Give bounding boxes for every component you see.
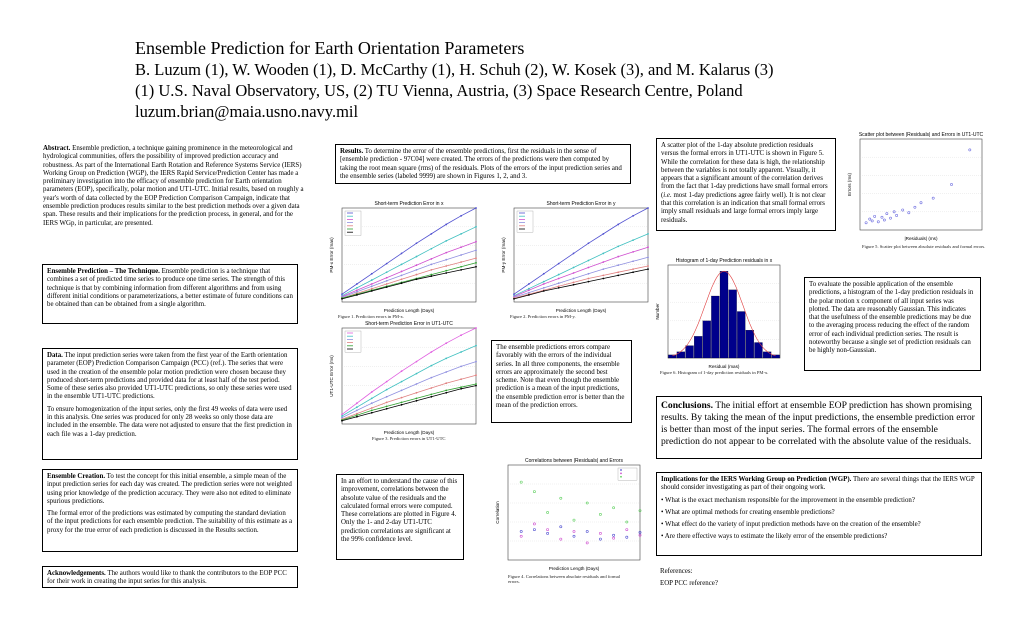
- data-point: [573, 278, 575, 280]
- figure-6-chart: [654, 256, 784, 370]
- implications-question-4: • Are there effective ways to estimate the likely error of the ensemble predictions?: [661, 533, 888, 541]
- data-point: [341, 417, 343, 419]
- figure-3: [328, 320, 480, 436]
- data-point: [543, 283, 545, 285]
- data-point: [528, 288, 530, 290]
- data-point: [401, 390, 403, 392]
- data-point: [416, 264, 418, 266]
- data-point: [460, 386, 462, 388]
- x-axis-label: Prediction Length (Days): [548, 566, 600, 571]
- abstract-section: [43, 145, 305, 228]
- histogram-text-box: [804, 277, 981, 371]
- data-point: [460, 246, 462, 248]
- figure-6-caption: Figure 6. Histogram of 1-day prediction residuals in PM-x.: [660, 370, 769, 375]
- data-point: [445, 224, 447, 226]
- histogram-bar: [754, 343, 762, 359]
- histogram-bar: [711, 296, 719, 358]
- data-point: [356, 410, 358, 412]
- chart-title: Scatter plot between |Residuals| and Errors in UT1-UTC: [858, 132, 984, 138]
- data-point: [588, 281, 590, 283]
- poster-header: [135, 38, 995, 122]
- data-point: [588, 273, 590, 275]
- x-axis-label: Residual (mas): [708, 364, 740, 369]
- y-axis-label: Number: [655, 303, 660, 320]
- data-point: [430, 258, 432, 260]
- scatter-text-box: [656, 138, 836, 231]
- data-point: [430, 387, 432, 389]
- data-point: [558, 282, 560, 284]
- data-point: [416, 242, 418, 244]
- data-point: [430, 274, 432, 276]
- x-axis-label: |Residuals| (ms): [904, 236, 938, 241]
- data-point: [460, 233, 462, 235]
- data-point: [386, 283, 388, 285]
- data-point: [543, 287, 545, 289]
- data-point: [371, 398, 373, 400]
- data-point: [460, 334, 462, 336]
- figure-1-chart: [328, 200, 480, 314]
- data-point: [475, 262, 477, 264]
- figure-2-chart: [500, 200, 652, 314]
- data-point: [430, 248, 432, 250]
- legend-swatch: [620, 469, 622, 471]
- data-point: [416, 256, 418, 258]
- implications-question-2: • What are optimal methods for creating ensemble predictions?: [661, 508, 835, 516]
- data-point: [475, 257, 477, 259]
- figure-4-caption: Figure 4. Correlations between absolute residuals and formal errors.: [508, 574, 621, 585]
- data-point: [371, 410, 373, 412]
- data-point: [647, 207, 649, 209]
- data-point: [371, 283, 373, 285]
- histogram-bar: [746, 330, 754, 358]
- creation-box: [42, 469, 298, 552]
- data-point: [460, 266, 462, 268]
- affiliations: (1) U.S. Naval Observatory, US, (2) TU Vienna, Austria, (3) Space Research Centre, Poland: [135, 81, 743, 100]
- data-point: [356, 406, 358, 408]
- data-point: [430, 264, 432, 266]
- data-point: [573, 267, 575, 269]
- data-point: [602, 274, 604, 276]
- data-point: [617, 264, 619, 266]
- data-point: [371, 288, 373, 290]
- data-point: [401, 264, 403, 266]
- data-point: [528, 294, 530, 296]
- data-point: [475, 327, 477, 329]
- data-point: [430, 365, 432, 367]
- data-point: [341, 414, 343, 416]
- data-point: [341, 420, 343, 422]
- data-point: [647, 233, 649, 235]
- creation-text-2: The formal error of the predictions was estimated by computing the standard deviation of the input predictions for each ensemble prediction. The suitability of this estimate as a proxy for the true error of each prediction is discussed in the Results section.: [47, 510, 292, 534]
- histogram-bar: [737, 312, 745, 359]
- data-point: [617, 271, 619, 273]
- figure-1-caption: Figure 1. Prediction errors in PM-x.: [338, 314, 404, 319]
- data-point: [528, 289, 530, 291]
- data-point: [460, 254, 462, 256]
- data-point: [386, 263, 388, 265]
- data-point: [356, 402, 358, 404]
- data-point: [475, 266, 477, 268]
- conclusions-box: [656, 396, 982, 459]
- data-point: [401, 397, 403, 399]
- implications-intro: There are several things that the IERS WGP should consider investigating as part of their ongoing work.: [661, 476, 975, 492]
- histogram-bar: [703, 321, 711, 358]
- technique-heading: Ensemble Prediction – The Technique.: [47, 268, 160, 275]
- data-point: [416, 361, 418, 363]
- x-axis-label: Prediction Length (Days): [383, 308, 435, 313]
- data-point: [632, 271, 634, 273]
- data-point: [617, 256, 619, 258]
- figure-4-chart: [494, 456, 644, 572]
- data-point: [371, 285, 373, 287]
- y-axis-label: Correlation: [495, 501, 500, 524]
- figure-3-chart: [328, 320, 480, 436]
- data-point: [445, 240, 447, 242]
- histogram-bar: [729, 290, 737, 358]
- x-axis-label: Prediction Length (Days): [383, 430, 435, 435]
- figure-3-caption: Figure 3. Prediction errors in UT1-UTC: [372, 436, 446, 441]
- data-point: [558, 287, 560, 289]
- histogram-bar: [772, 355, 780, 358]
- data-point: [416, 278, 418, 280]
- reference-item: EOP PCC reference?: [660, 580, 718, 588]
- data-point: [632, 215, 634, 217]
- data-point: [371, 273, 373, 275]
- correlation-box: [336, 474, 464, 560]
- implications-heading: Implications for the IERS Working Group on Prediction (WGP).: [661, 476, 852, 483]
- data-point: [647, 246, 649, 248]
- data-point: [430, 269, 432, 271]
- figure-5-chart: [846, 130, 986, 242]
- x-axis-label: Prediction Length (Days): [555, 308, 607, 313]
- data-box: [42, 348, 298, 460]
- author-list: B. Luzum (1), W. Wooden (1), D. McCarthy (1), H. Schuh (2), W. Kosek (3), and M. Kalarus (3): [135, 60, 774, 79]
- data-point: [416, 373, 418, 375]
- results-box: [335, 144, 631, 184]
- data-point: [445, 272, 447, 274]
- data-point: [356, 287, 358, 289]
- chart-title: Histogram of 1-day Prediction residuals in x: [675, 258, 773, 264]
- implications-question-3: • What effect do the variety of input prediction methods have on the creation of the ensemble?: [661, 521, 921, 529]
- data-point: [386, 402, 388, 404]
- data-point: [460, 366, 462, 368]
- references-label: References:: [660, 568, 693, 575]
- technique-text: Ensemble prediction is a technique that combines a set of predicted time series to produce one time series. The strength of this technique is that by combining information from different algorithms and from using different initial conditions or parameterizations, a better estimate of future conditions can be obtained than can be obtained from a single algorithm.: [47, 268, 293, 309]
- data-point: [356, 416, 358, 418]
- data-point: [475, 385, 477, 387]
- implications-question-1: • What is the exact mechanism responsible for the improvement in the ensemble prediction?: [661, 496, 915, 504]
- histogram-bar: [720, 271, 728, 358]
- data-point: [356, 294, 358, 296]
- data-text-1: The input prediction series were taken from the first year of the Earth orientation parameter (EOP) Prediction Comparison Campaign (PCC) (ref.). The series that were used in the creation of the ensemble polar motion prediction were chosen because they produced short-term predictions and provided data for at least half of the test period. Some of these series also provided UT1-UTC predictions, so only these series were used in the ensemble UT1-UTC predictions.: [47, 352, 292, 401]
- data-point: [602, 278, 604, 280]
- data-point: [386, 277, 388, 279]
- data-heading: Data.: [47, 352, 63, 359]
- data-point: [558, 263, 560, 265]
- data-point: [475, 241, 477, 243]
- data-point: [602, 233, 604, 235]
- data-point: [647, 268, 649, 270]
- plot-area: [342, 328, 476, 424]
- histogram-bar: [686, 346, 694, 358]
- chart-title: Correlations between |Residuals| and Errors: [525, 458, 623, 464]
- figure-5-caption: Figure 5. Scatter plot between absolute residuals and formal errors.: [862, 244, 986, 249]
- data-point: [632, 251, 634, 253]
- data-point: [401, 278, 403, 280]
- data-point: [573, 272, 575, 274]
- data-point: [401, 404, 403, 406]
- scatter-text-ie: i.e.: [663, 191, 672, 199]
- data-point: [647, 265, 649, 267]
- data-point: [445, 358, 447, 360]
- conclusions-heading: Conclusions.: [661, 400, 713, 411]
- histogram-bar: [677, 352, 685, 358]
- data-point: [416, 383, 418, 385]
- data-text-2: To ensure homogenization of the input series, only the first 49 weeks of data were used in this analysis. One series was produced for only 28 weeks so only those data are included in the ensemble. The data were not adjusted to ensure that the first prediction in each file was a 1-day prediction.: [47, 405, 292, 438]
- data-point: [386, 396, 388, 398]
- correlation-text: In an effort to understand the cause of this improvement, correlations between the absolute value of the residuals and the calculated formal errors were computed. These correlations are plotted in Figure 4. Only the 1- and 2-day UT1-UTC prediction correlations are significant at the 99% confidence level.: [341, 478, 458, 544]
- data-point: [416, 274, 418, 276]
- data-point: [475, 361, 477, 363]
- acknowledgements-box: [42, 566, 298, 588]
- legend-swatch: [620, 476, 622, 478]
- legend-box: [345, 211, 361, 235]
- data-point: [371, 290, 373, 292]
- y-axis-label: UT1-UTC Error (ms): [329, 355, 334, 397]
- creation-text-1: To test the concept for this initial ensemble, a simple mean of the input prediction series for each day was created. The prediction series were not weighted using prior knowledge of the prediction accuracy. They were also not edited to eliminate spurious predictions.: [47, 473, 292, 505]
- y-axis-label: PM-y Error (mas): [501, 237, 506, 273]
- y-axis-label: PM-x Error (mas): [329, 237, 334, 273]
- data-point: [445, 342, 447, 344]
- data-point: [341, 293, 343, 295]
- results-text: To determine the error of the ensemble predictions, first the residuals in the sense of [ensemble prediction - 97C04] were created. The errors of the predictions were then computed by taking the root mean square (rms) of the residuals. Plots of the errors of the input prediction series and the ensemble series (labeled 9999) are shown in Figures 1, 2, and 3.: [340, 148, 622, 180]
- data-point: [401, 274, 403, 276]
- histogram-text: To evaluate the possible application of the ensemble predictions, a histogram of the 1-day prediction residuals in the polar motion x component of all input series was plotted. The data are reasonably Gaussian. This indicates that the usefulness of the ensemble predictions may be due to the averaging process reducing the effect of the random error of each individual prediction series. The result is noteworthy because a single set of prediction residuals can be highly non-Gaussian.: [809, 281, 974, 355]
- data-point: [356, 291, 358, 293]
- ack-text: The authors would like to thank the contributors to the EOP PCC for their work in creating the input series for this analysis.: [47, 570, 287, 586]
- chart-title: Short-term Prediction Error in UT1-UTC: [365, 321, 453, 327]
- contact-email: luzum.brian@maia.usno.navy.mil: [135, 102, 359, 121]
- data-point: [445, 252, 447, 254]
- references-section: [660, 568, 718, 589]
- data-point: [386, 381, 388, 383]
- data-point: [647, 256, 649, 258]
- data-point: [528, 292, 530, 294]
- data-point: [445, 382, 447, 384]
- data-point: [460, 378, 462, 380]
- data-point: [573, 253, 575, 255]
- data-point: [401, 253, 403, 255]
- data-point: [416, 269, 418, 271]
- data-point: [386, 406, 388, 408]
- data-point: [416, 392, 418, 394]
- data-point: [371, 279, 373, 281]
- scatter-text-a: A scatter plot of the 1-day absolute prediction residuals versus the formal errors in UT1-UTC is shown in Figure 5. While the correlation for these data is high, the relationship between the variables is not totally apparent. Visually, it appears that a significant amount of the correlation derives from the fact that 1-day predictions have small formal errors (: [661, 142, 828, 199]
- data-point: [632, 239, 634, 241]
- data-point: [632, 260, 634, 262]
- poster-title: Ensemble Prediction for Earth Orientation Parameters: [135, 38, 525, 58]
- data-point: [401, 282, 403, 284]
- data-point: [371, 391, 373, 393]
- data-point: [386, 280, 388, 282]
- data-point: [475, 383, 477, 385]
- data-point: [513, 293, 515, 295]
- legend-swatch: [620, 473, 622, 475]
- data-point: [401, 271, 403, 273]
- scatter-text-b: most 1-day predictions agree fairly well). It is not clear that this correlation is an indication that small formal errors imply small residuals and large formal errors imply large residuals.: [661, 191, 826, 224]
- data-point: [602, 268, 604, 270]
- y-axis-label: Errors (ms): [847, 173, 852, 196]
- creation-heading: Ensemble Creation.: [47, 473, 106, 480]
- data-point: [401, 370, 403, 372]
- data-point: [588, 278, 590, 280]
- data-point: [632, 268, 634, 270]
- data-point: [341, 298, 343, 300]
- data-point: [602, 261, 604, 263]
- data-point: [475, 345, 477, 347]
- histogram-bar: [763, 352, 771, 358]
- data-point: [371, 407, 373, 409]
- data-point: [460, 269, 462, 271]
- data-point: [445, 259, 447, 261]
- abstract-heading: Abstract.: [43, 145, 71, 152]
- comparison-box: [491, 340, 632, 423]
- chart-title: Short-term Prediction Error in y: [546, 201, 616, 207]
- data-point: [386, 271, 388, 273]
- figure-4: [494, 456, 644, 572]
- data-point: [386, 286, 388, 288]
- data-point: [371, 402, 373, 404]
- figure-5: [846, 130, 986, 242]
- data-point: [416, 398, 418, 400]
- data-point: [430, 377, 432, 379]
- histogram-bar: [668, 355, 676, 358]
- technique-box: [42, 264, 298, 324]
- data-point: [445, 265, 447, 267]
- data-point: [445, 270, 447, 272]
- data-point: [356, 413, 358, 415]
- data-point: [430, 394, 432, 396]
- figure-6: [654, 256, 784, 370]
- data-point: [528, 283, 530, 285]
- data-point: [356, 283, 358, 285]
- data-point: [573, 282, 575, 284]
- chart-title: Short-term Prediction Error in x: [374, 201, 444, 207]
- data-point: [588, 267, 590, 269]
- data-point: [460, 215, 462, 217]
- data-point: [430, 233, 432, 235]
- data-point: [386, 389, 388, 391]
- data-point: [617, 224, 619, 226]
- ack-heading: Acknowledgements.: [47, 570, 106, 577]
- results-heading: Results.: [340, 148, 364, 155]
- data-point: [617, 245, 619, 247]
- data-point: [430, 351, 432, 353]
- data-point: [475, 249, 477, 251]
- data-point: [513, 298, 515, 300]
- data-point: [416, 400, 418, 402]
- data-point: [558, 285, 560, 287]
- data-point: [341, 415, 343, 417]
- plot-area: [860, 139, 982, 230]
- data-point: [401, 381, 403, 383]
- data-point: [558, 278, 560, 280]
- data-point: [602, 253, 604, 255]
- conclusions-text: The initial effort at ensemble EOP prediction has shown promising results. By taking the mean of the input predictions, the ensemble prediction error is better than most of the input series. The formal errors of the ensemble prediction do not appear to be correlated with the absolute value of the residuals.: [661, 400, 975, 447]
- data-point: [588, 242, 590, 244]
- data-point: [430, 396, 432, 398]
- data-point: [430, 275, 432, 277]
- data-point: [558, 274, 560, 276]
- data-point: [543, 290, 545, 292]
- data-point: [371, 412, 373, 414]
- data-point: [386, 408, 388, 410]
- data-point: [475, 226, 477, 228]
- abstract-text: Ensemble prediction, a technique gaining prominence in the meteorological and hydrological communities, offers the possibility of improved prediction accuracy and robustness. As part of the International Earth Rotation and Reference Systems Service (IERS) Working Group on Prediction (WGP), the IERS Rapid Service/Prediction Center has made a preliminary investigation into the efficacy of ensemble prediction for Earth orientation parameters (EOP), specifically, polar motion and UT1-UTC. Initial results, based on roughly a year's worth of data collected by the EOP Prediction Comparison Campaign, indicate that ensemble prediction produces results similar to the best prediction methods over a given data span. These results and their implications for the prediction process, in general, and for the IERS WGp, in particular, are presented.: [43, 145, 304, 227]
- data-point: [401, 402, 403, 404]
- data-point: [460, 351, 462, 353]
- data-point: [543, 273, 545, 275]
- data-point: [445, 390, 447, 392]
- figure-2-caption: Figure 2. Prediction errors in PM-y.: [510, 314, 576, 319]
- figure-1: [328, 200, 480, 314]
- data-point: [460, 388, 462, 390]
- data-point: [543, 281, 545, 283]
- data-point: [573, 284, 575, 286]
- data-point: [617, 274, 619, 276]
- data-point: [475, 374, 477, 376]
- data-point: [445, 392, 447, 394]
- data-point: [356, 414, 358, 416]
- implications-box: [656, 472, 982, 556]
- data-point: [356, 289, 358, 291]
- comparison-text: The ensemble predictions errors compare favorably with the errors of the individual series. In all three components, the ensemble errors are approximately the second best scheme. Note that even though the ensemble prediction is a mean of the input predictions, the ensemble prediction error is better than the mean of the prediction errors.: [496, 344, 625, 410]
- histogram-bar: [694, 336, 702, 358]
- data-point: [445, 371, 447, 373]
- figure-2: [500, 200, 652, 314]
- data-point: [588, 260, 590, 262]
- data-point: [475, 207, 477, 209]
- data-point: [460, 261, 462, 263]
